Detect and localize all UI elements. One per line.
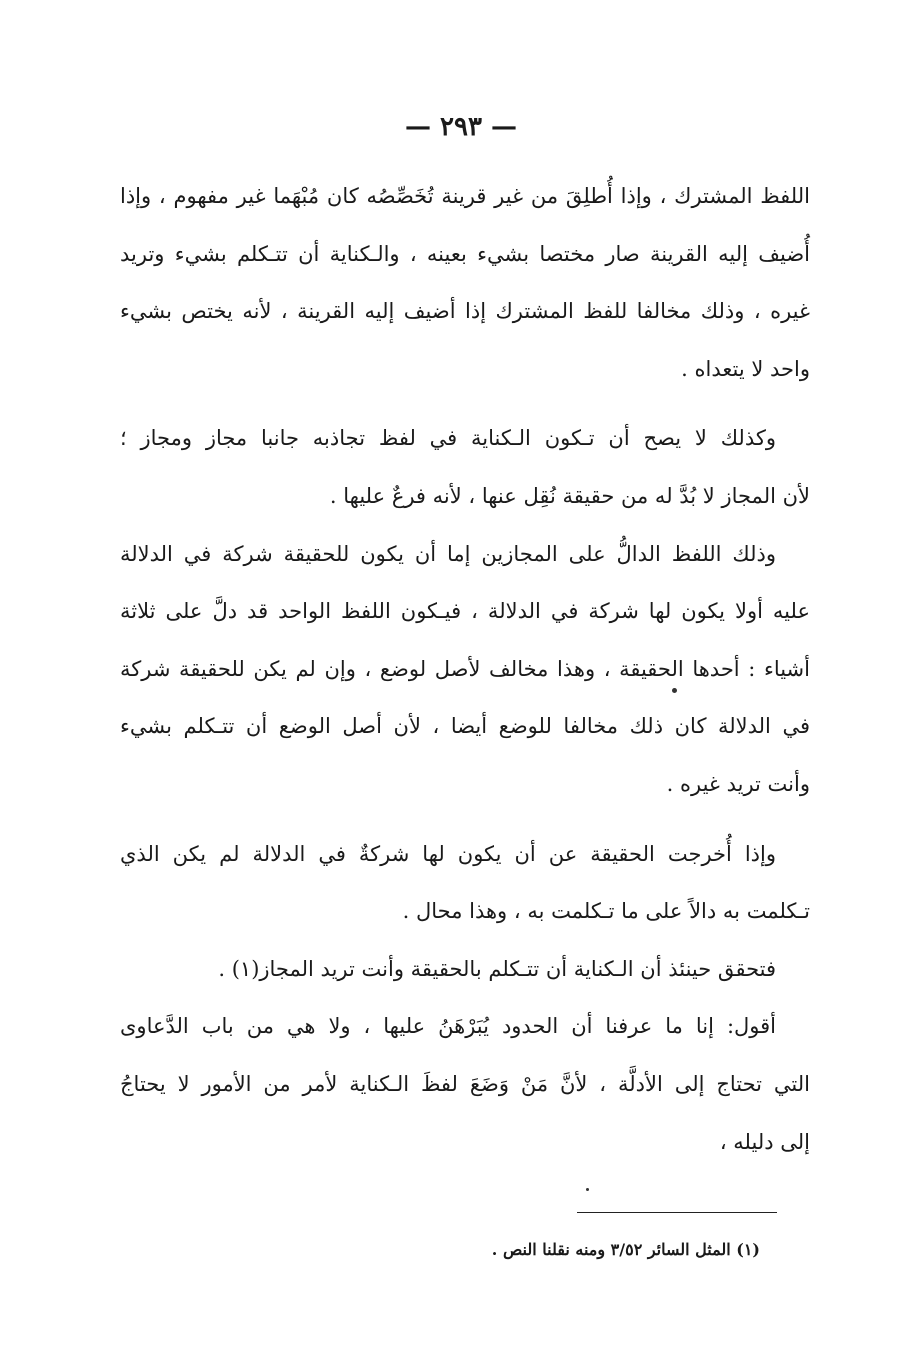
- text-line: وكذلك لا يصح أن تـكون الـكناية في لفظ تجاذبه جانبا مجاز ومجاز ؛: [120, 426, 776, 451]
- text-line: أشياء : أحدها الحقيقة ، وهذا مخالف لأصل لوضع ، وإن لم يكن للحقيقة شركة: [120, 656, 810, 681]
- text-line: غيره ، وذلك مخالفا للفظ المشترك إذا أضيف إليه القرينة ، لأنه يختص بشيء: [120, 299, 810, 324]
- body-text: [120, 168, 810, 1171]
- text-line: أقول: إنا ما عرفنا أن الحدود يُبَرْهَنُ عليها ، ولا هي من باب الدَّعاوى: [120, 1014, 776, 1039]
- ink-speck: [672, 688, 677, 693]
- text-line: وذلك اللفظ الدالُّ على المجازين إما أن يكون للحقيقة شركة في الدلالة: [120, 541, 776, 566]
- text-line: أُضيف إليه القرينة صار مختصا بشيء بعينه ، والـكناية أن تتـكلم بشيء وتريد: [120, 241, 810, 266]
- text-line: عليه أولا يكون لها شركة في الدلالة ، فيـكون اللفظ الواحد قد دلَّ على ثلاثة: [120, 599, 810, 624]
- text-line: التي تحتاج إلى الأدلَّة ، لأنَّ مَنْ وَضَعَ لفظَ الـكناية لأمر من الأمور لا يحتاجُ: [120, 1071, 810, 1096]
- text-line: اللفظ المشترك ، وإذا أُطلِقَ من غير قرينة تُخَصِّصُه كان مُبْهَما غير مفهوم ، وإذا: [120, 184, 810, 208]
- text-line: واحد لا يتعداه .: [681, 356, 810, 381]
- page-number: — ٢٩٣ —: [404, 112, 518, 142]
- text-line: فتحقق حينئذ أن الـكناية أن تتـكلم بالحقيقة وأنت تريد المجاز(١) .: [218, 956, 776, 981]
- text-line: تـكلمت به دالاً على ما تـكلمت به ، وهذا محال .: [402, 899, 810, 924]
- text-line: لأن المجاز لا بُدَّ له من حقيقة نُقِل عنها ، لأنه فرعٌ عليها .: [329, 483, 810, 508]
- ink-speck: [586, 1188, 589, 1191]
- footnote: (١) المثل السائر ٣/٥٢ ومنه نقلنا النص .: [491, 1240, 760, 1259]
- text-line: إلى دليله ،: [719, 1129, 810, 1154]
- text-line: وأنت تريد غيره .: [666, 771, 810, 796]
- text-line: وإذا أُخرجت الحقيقة عن أن يكون لها شركةٌ في الدلالة لم يكن الذي: [120, 841, 776, 866]
- text-line: في الدلالة كان ذلك مخالفا للوضع أيضا ، لأن أصل الوضع أن تتـكلم بشيء: [120, 714, 810, 739]
- footnote-divider: [577, 1212, 777, 1213]
